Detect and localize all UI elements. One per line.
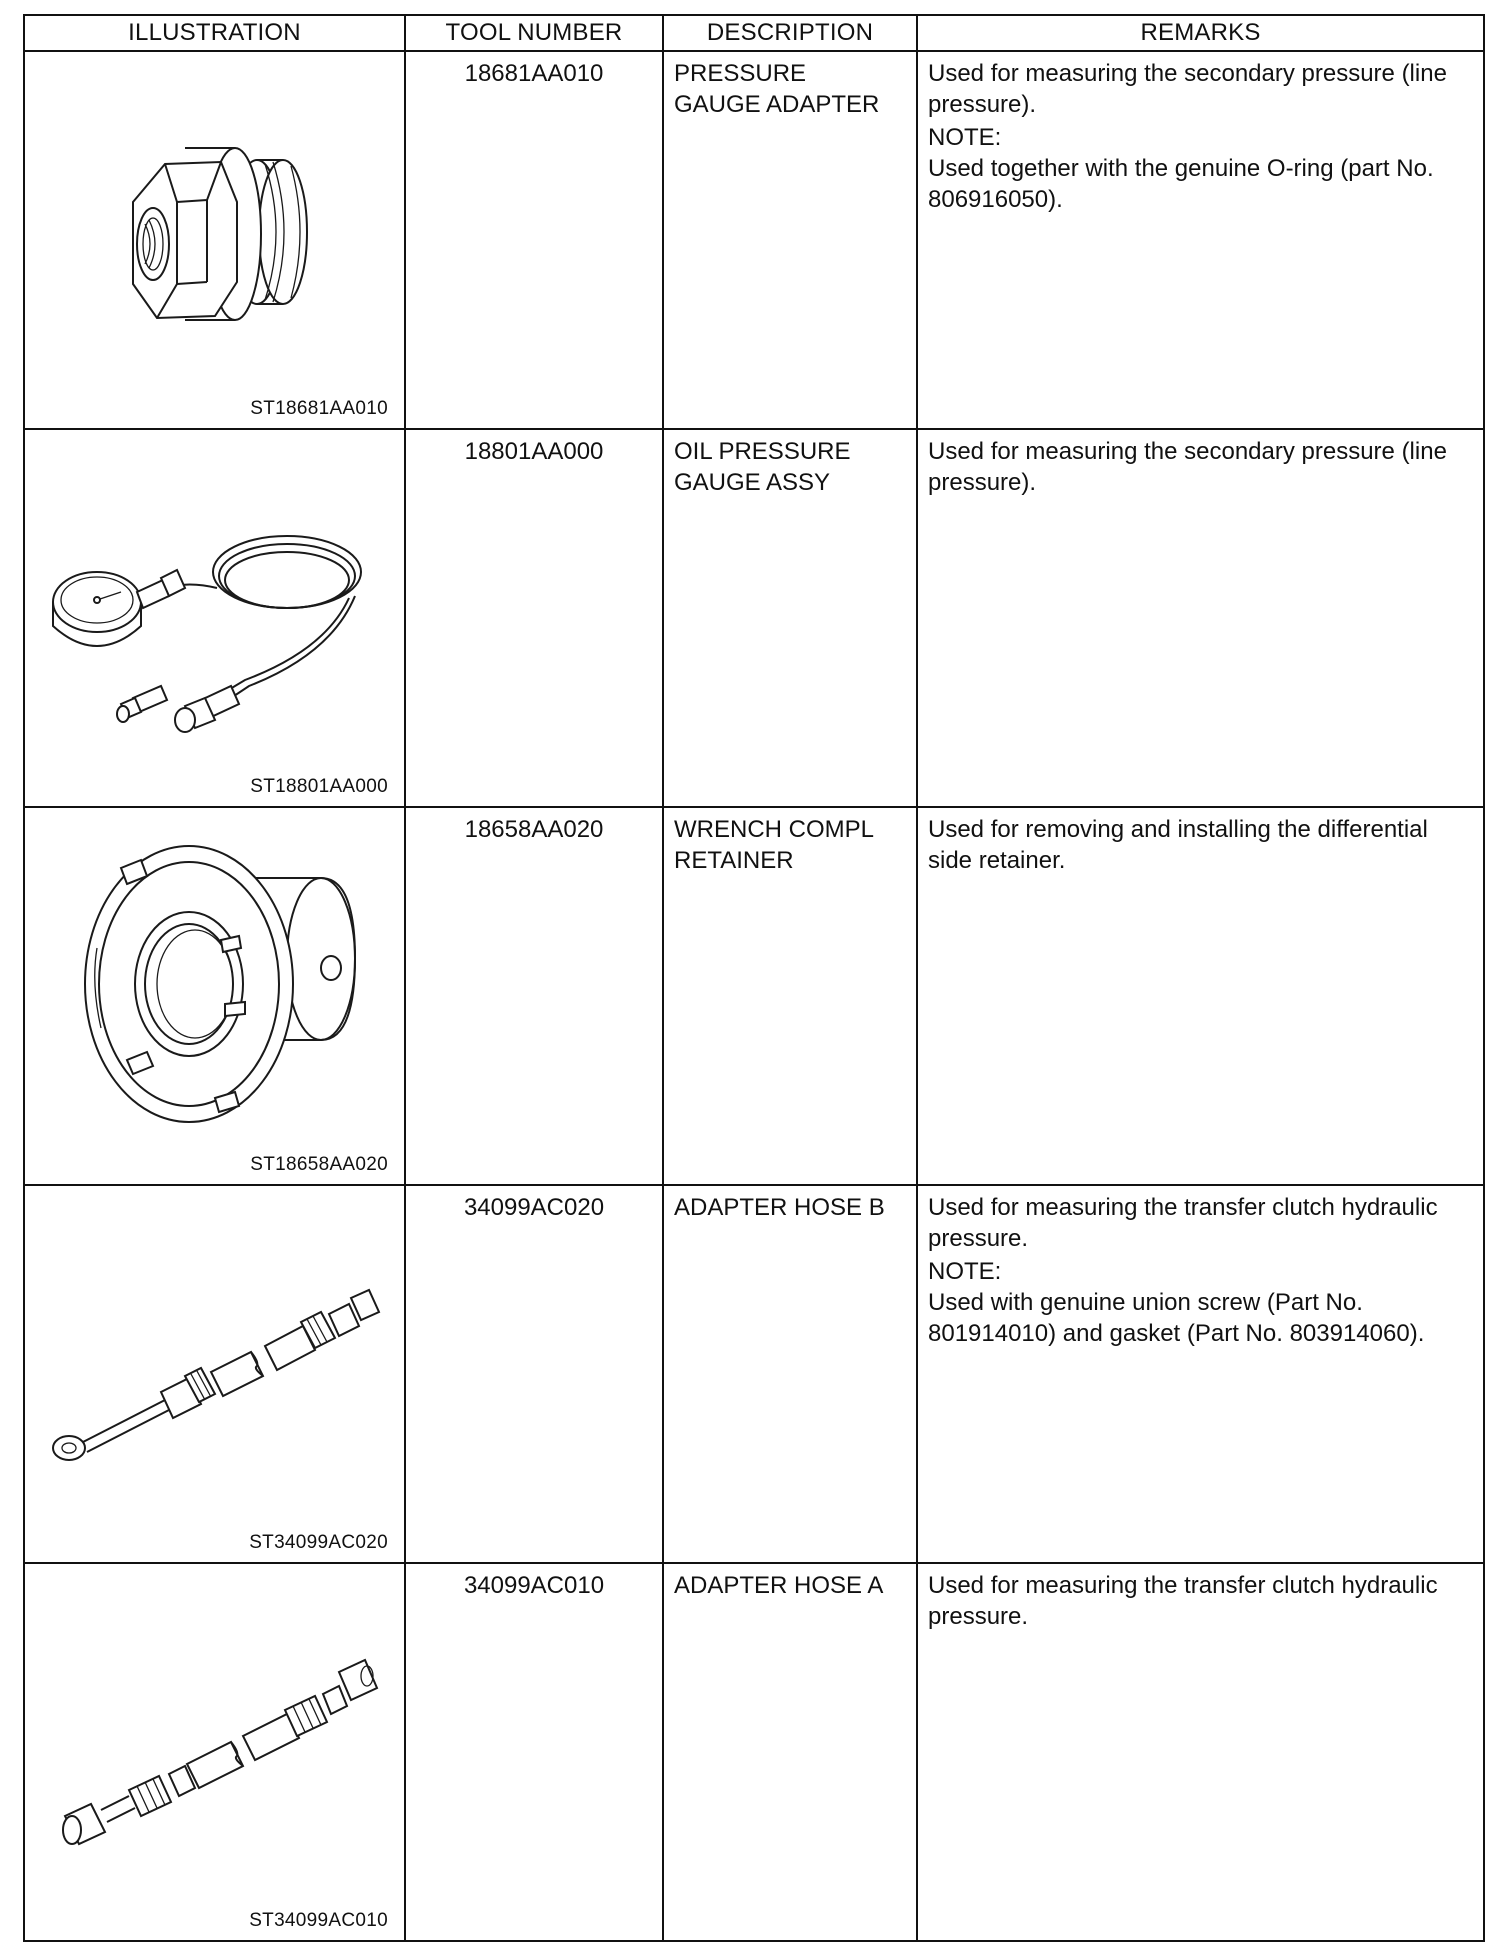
illustration-cell (24, 1185, 405, 1563)
table-row (24, 1185, 1484, 1563)
illustration-cell (24, 807, 405, 1185)
table-header-row (24, 15, 1484, 51)
illustration-code: ST18658AA020 (250, 1154, 388, 1175)
description-text: PRESSURE GAUGE ADAPTER (674, 60, 880, 118)
header-description: DESCRIPTION (663, 15, 917, 51)
remarks-text: Used for measuring the transfer clutch hydraulic pressure. (928, 1572, 1438, 1630)
remarks-cell (917, 1185, 1484, 1563)
remarks-cell (917, 1563, 1484, 1941)
adapter-hose-a-icon (25, 1564, 402, 1934)
note-label: NOTE: (928, 124, 1002, 151)
tool-number-cell: 34099AC020 (405, 1185, 663, 1563)
remarks-text: Used for measuring the secondary pressure (line pressure). (928, 60, 1447, 118)
remarks-cell (917, 51, 1484, 429)
illustration-code: ST34099AC020 (249, 1532, 388, 1553)
description-cell (663, 1185, 917, 1563)
illustration-code: ST18801AA000 (250, 776, 388, 797)
description-text: ADAPTER HOSE A (674, 1572, 884, 1599)
description-cell (663, 1563, 917, 1941)
illustration-code: ST18681AA010 (250, 398, 388, 419)
special-tools-table (23, 14, 1485, 1942)
description-cell (663, 807, 917, 1185)
tool-number-cell: 18801AA000 (405, 429, 663, 807)
header-tool-number: TOOL NUMBER (405, 15, 663, 51)
table-row (24, 51, 1484, 429)
oil-pressure-gauge-icon (25, 430, 402, 800)
wrench-retainer-icon (25, 808, 402, 1178)
description-text: ADAPTER HOSE B (674, 1194, 885, 1221)
note-text: Used together with the genuine O-ring (part No. 806916050). (928, 155, 1434, 213)
illustration-cell (24, 1563, 405, 1941)
illustration-cell (24, 429, 405, 807)
tool-number-cell: 18681AA010 (405, 51, 663, 429)
remarks-cell (917, 807, 1484, 1185)
description-cell (663, 51, 917, 429)
pressure-gauge-adapter-icon (25, 52, 402, 422)
table-row (24, 807, 1484, 1185)
tool-number-cell: 18658AA020 (405, 807, 663, 1185)
illustration-cell (24, 51, 405, 429)
adapter-hose-b-icon (25, 1186, 402, 1556)
remarks-text: Used for removing and installing the differential side retainer. (928, 816, 1428, 874)
description-cell (663, 429, 917, 807)
remarks-cell (917, 429, 1484, 807)
remarks-text: Used for measuring the secondary pressure (line pressure). (928, 438, 1447, 496)
note-text: Used with genuine union screw (Part No. 801914010) and gasket (Part No. 803914060). (928, 1289, 1425, 1347)
table-row (24, 1563, 1484, 1941)
remarks-text: Used for measuring the transfer clutch hydraulic pressure. (928, 1194, 1438, 1252)
header-remarks: REMARKS (917, 15, 1484, 51)
header-illustration: ILLUSTRATION (24, 15, 405, 51)
illustration-code: ST34099AC010 (249, 1910, 388, 1931)
description-text: OIL PRESSURE GAUGE ASSY (674, 438, 851, 496)
description-text: WRENCH COMPL RETAINER (674, 816, 874, 874)
table-row (24, 429, 1484, 807)
note-label: NOTE: (928, 1258, 1002, 1285)
tool-number-cell: 34099AC010 (405, 1563, 663, 1941)
